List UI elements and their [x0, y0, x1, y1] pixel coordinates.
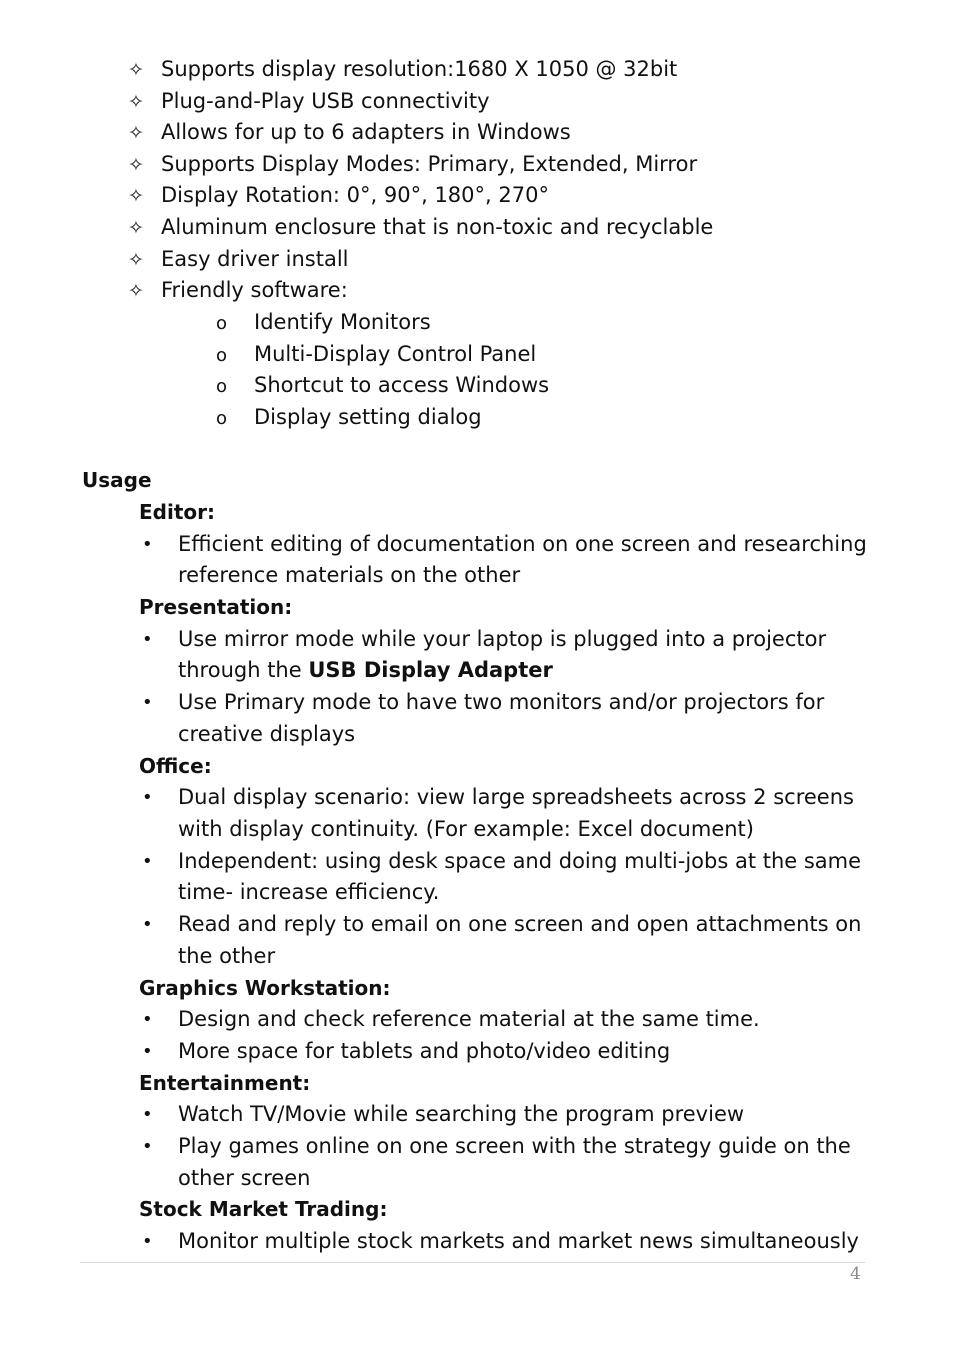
- bullet-icon: •: [142, 1135, 153, 1157]
- bullet-icon: •: [142, 533, 153, 555]
- presentation-heading: Presentation:: [139, 595, 293, 620]
- four-point-star-icon: ✧: [128, 216, 144, 239]
- software-sublist-container: [128, 307, 713, 434]
- feature-text: Easy driver install: [161, 246, 349, 271]
- bullet-icon: •: [142, 692, 153, 714]
- bullet-icon: •: [142, 914, 153, 936]
- list-item: [216, 402, 713, 434]
- software-text: Display setting dialog: [254, 405, 482, 430]
- list-item: [128, 86, 713, 118]
- software-text: Identify Monitors: [254, 309, 431, 334]
- usage-section: [140, 497, 900, 1258]
- list-item: [140, 1004, 900, 1036]
- four-point-star-icon: ✧: [128, 185, 144, 208]
- software-text: Multi-Display Control Panel: [254, 341, 537, 366]
- list-item: [140, 1131, 900, 1194]
- list-item: [140, 846, 900, 909]
- bullet-text: Dual display scenario: view large spreadsheets across 2 screens with display continuity. (For example: Excel document): [178, 785, 854, 841]
- stock-heading: Stock Market Trading:: [139, 1197, 388, 1222]
- four-point-star-icon: ✧: [128, 248, 144, 271]
- feature-text: Display Rotation: 0°, 90°, 180°, 270°: [161, 183, 549, 208]
- bold-product-name: USB Display Adapter: [308, 658, 553, 683]
- editor-heading: Editor:: [139, 500, 215, 524]
- bullet-text: More space for tablets and photo/video editing: [178, 1038, 671, 1063]
- list-item: [140, 687, 900, 750]
- bullet-text: Use Primary mode to have two monitors and/or projectors for creative displays: [178, 690, 825, 746]
- bullet-icon: •: [142, 1104, 153, 1126]
- bullet-icon: •: [142, 628, 153, 650]
- list-item: [128, 244, 713, 276]
- usage-heading: Usage: [82, 468, 152, 492]
- list-item: [140, 624, 900, 687]
- list-item: [216, 339, 713, 371]
- circle-bullet-icon: o: [216, 408, 228, 430]
- entertainment-heading: Entertainment:: [139, 1070, 311, 1095]
- bullet-icon: •: [142, 1040, 153, 1062]
- list-item: [128, 54, 713, 86]
- software-text: Shortcut to access Windows: [254, 373, 550, 398]
- bullet-text: Play games online on one screen with the strategy guide on the other screen: [178, 1133, 851, 1190]
- list-item: [140, 1226, 900, 1258]
- list-item: [128, 117, 713, 149]
- list-item: [140, 909, 900, 972]
- bullet-text: Watch TV/Movie while searching the program preview: [178, 1102, 745, 1127]
- circle-bullet-icon: o: [216, 344, 228, 366]
- bullet-text: Independent: using desk space and doing multi-jobs at the same time- increase efficiency.: [178, 848, 862, 905]
- office-heading: Office:: [139, 753, 212, 778]
- bullet-icon: •: [142, 850, 153, 872]
- page-number: 4: [850, 1264, 861, 1284]
- bullet-text: Design and check reference material at the same time.: [178, 1007, 760, 1032]
- bullet-icon: •: [142, 787, 153, 809]
- feature-text: Supports display resolution:1680 X 1050 @ 32bit: [161, 57, 678, 81]
- list-item: [140, 782, 900, 845]
- four-point-star-icon: ✧: [128, 153, 144, 176]
- bullet-text: Read and reply to email on one screen and open attachments on the other: [178, 912, 862, 968]
- list-item: [140, 1099, 900, 1131]
- four-point-star-icon: ✧: [128, 90, 144, 113]
- feature-text: Aluminum enclosure that is non-toxic and recyclable: [161, 214, 714, 239]
- four-point-star-icon: ✧: [128, 59, 144, 81]
- bullet-icon: •: [142, 1009, 153, 1031]
- list-item: [140, 529, 900, 592]
- bullet-text: Efficient editing of documentation on one screen and researching reference materials on the other: [178, 531, 867, 588]
- four-point-star-icon: ✧: [128, 122, 144, 145]
- feature-text: Plug-and-Play USB connectivity: [161, 88, 490, 113]
- list-item: [128, 275, 713, 307]
- bullet-icon: •: [142, 1231, 153, 1253]
- circle-bullet-icon: o: [216, 312, 228, 334]
- list-item: [216, 307, 713, 339]
- software-sublist: [128, 307, 713, 434]
- list-item: [128, 149, 713, 181]
- list-item: [140, 1036, 900, 1068]
- list-item: [128, 212, 713, 244]
- four-point-star-icon: ✧: [128, 280, 144, 303]
- graphics-heading: Graphics Workstation:: [139, 975, 391, 1000]
- list-item: [216, 370, 713, 402]
- feature-list: [128, 54, 713, 434]
- circle-bullet-icon: o: [216, 376, 228, 398]
- footer-divider: [80, 1262, 865, 1263]
- feature-text: Supports Display Modes: Primary, Extended, Mirror: [161, 151, 698, 176]
- feature-text: Allows for up to 6 adapters in Windows: [161, 120, 571, 145]
- feature-text: Friendly software:: [161, 278, 348, 303]
- bullet-text: Use mirror mode while your laptop is plugged into a projector through the: [178, 626, 827, 683]
- bullet-text: Monitor multiple stock markets and market news simultaneously: [178, 1229, 859, 1254]
- list-item: [128, 180, 713, 212]
